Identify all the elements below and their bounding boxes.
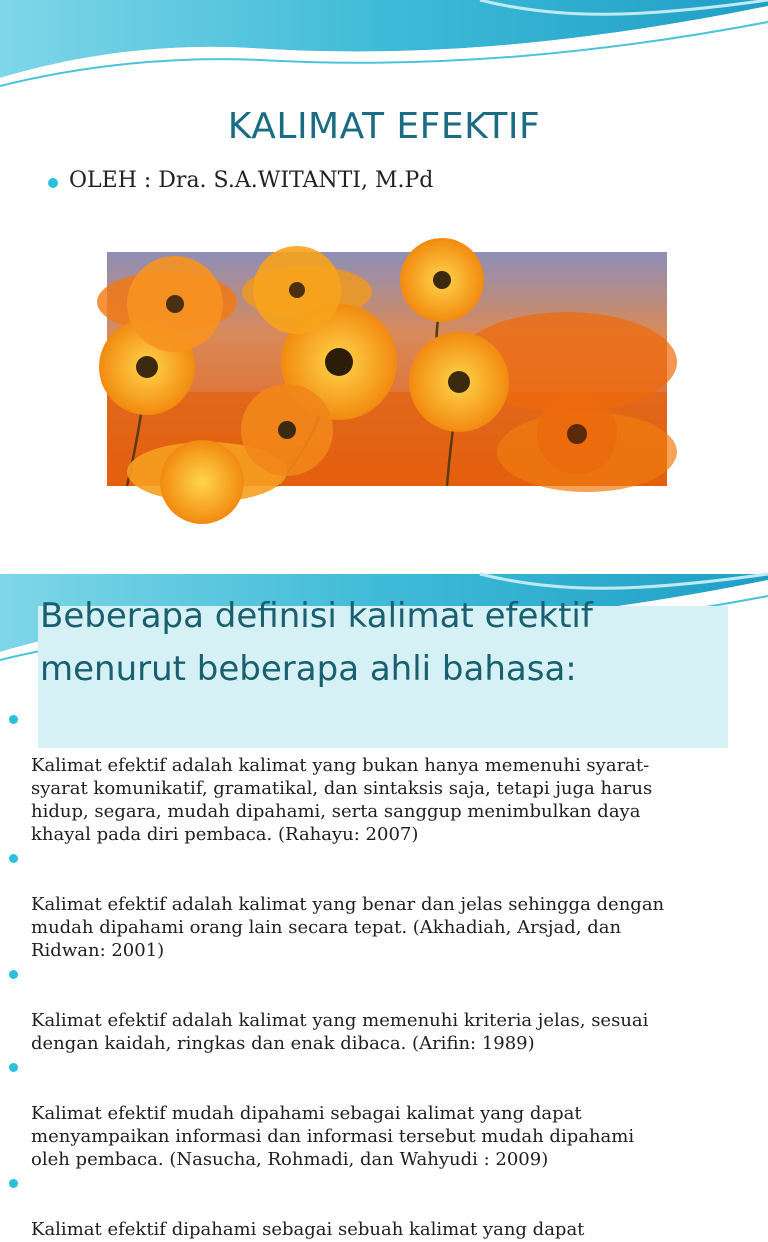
slide-1 — [0, 0, 768, 560]
bullet-icon — [9, 970, 18, 979]
bullet-icon — [9, 854, 18, 863]
list-item — [9, 1172, 739, 1241]
definitions-list — [9, 708, 739, 1242]
definition-text: Kalimat efektif dipahami sebagai sebuah kalimat yang dapat — [31, 1219, 585, 1240]
list-item — [9, 1056, 739, 1171]
bullet-icon — [48, 178, 58, 188]
list-item — [9, 963, 739, 1055]
slide-title: KALIMAT EFEKTIF — [227, 106, 541, 147]
list-item — [9, 708, 739, 846]
definition-text: Kalimat efektif adalah kalimat yang bukan hanya memenuhi syarat- syarat komunikatif, gramatikal, dan sintaksis saja, tetapi juga harus hidup, segara, mudah dipahami, serta sanggup menimbulkan daya khayal pada diri pembaca. (Rahayu: 2007) — [31, 755, 653, 845]
wave-decoration — [0, 0, 768, 100]
bullet-icon — [9, 715, 18, 724]
author-byline: OLEH : Dra. S.A.WITANTI, M.Pd — [69, 168, 434, 193]
list-item — [9, 847, 739, 962]
definition-text: Kalimat efektif mudah dipahami sebagai kalimat yang dapat menyampaikan informasi dan informasi tersebut mudah dipahami oleh pembaca. (Nasucha, Rohmadi, dan Wahyudi : 2009) — [31, 1103, 635, 1170]
bullet-icon — [9, 1179, 18, 1188]
definition-text: Kalimat efektif adalah kalimat yang benar dan jelas sehingga dengan mudah dipahami orang lain secara tepat. (Akhadiah, Arsjad, dan Ridwan: 2001) — [31, 894, 665, 961]
definition-text: Kalimat efektif adalah kalimat yang memenuhi kriteria jelas, sesuai dengan kaidah, ringkas dan enak dibaca. (Arifin: 1989) — [31, 1010, 649, 1054]
bullet-icon — [9, 1063, 18, 1072]
slide-2 — [0, 574, 768, 1240]
flowers-image — [107, 252, 667, 486]
slide-title: Beberapa definisi kalimat efektif menurut beberapa ahli bahasa: — [40, 596, 593, 689]
